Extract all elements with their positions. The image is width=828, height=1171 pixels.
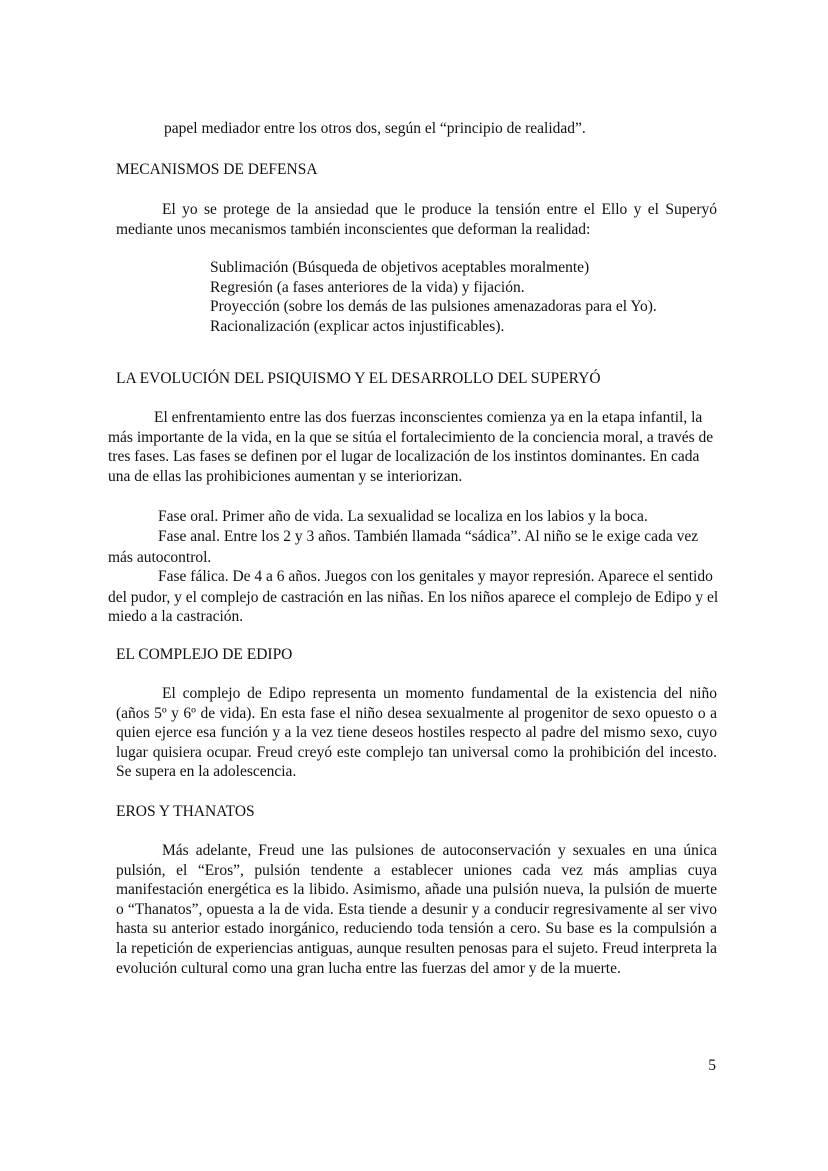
list-item: Racionalización (explicar actos injustificables).	[210, 317, 505, 335]
phase-anal: Fase anal. Entre los 2 y 3 años. También llamada “sádica”. Al niño se le exige cada vez más autocontrol.	[108, 528, 699, 566]
paragraph-eros: Más adelante, Freud une las pulsiones de autoconservación y sexuales en una única pulsión, el “Eros”, pulsión tendente a establecer uniones cada vez más amplias cuya manifestación energética es la libido. Asimismo, añade una pulsión nueva, la pulsión de muerte o “Thanatos”, opuesta a la de vida. Esta tiende a desunir y a conducir regresivamente al ser vivo hasta su anterior estado inorgánico, reduciendo toda tensión a cero. Su base es la compulsión a la repetición de experiencias antiguas, aunque resulten penosas para el sujeto. Freud interpreta la evolución cultural como una gran lucha entre las fuerzas del amor y de la muerte.	[116, 842, 717, 977]
heading-complejo-edipo: EL COMPLEJO DE EDIPO	[116, 646, 293, 663]
list-item: Sublimación (Búsqueda de objetivos aceptables moralmente)	[210, 259, 590, 276]
phase-oral: Fase oral. Primer año de vida. La sexualidad se localiza en los labios y la boca.	[158, 508, 648, 525]
paragraph-defensa: El yo se protege de la ansiedad que le produce la tensión entre el Ello y el Superyó mediante unos mecanismos también inconscientes que deforman la realidad:	[116, 201, 717, 238]
heading-evolucion-psiquismo: LA EVOLUCIÓN DEL PSIQUISMO Y EL DESARROLLO DEL SUPERYÓ	[116, 370, 601, 387]
page-number: 5	[708, 1057, 716, 1074]
defense-mechanisms-list	[186, 258, 726, 336]
list-item: Regresión (a fases anteriores de la vida) y fijación.	[210, 278, 525, 296]
intro-line: papel mediador entre los otros dos, según el “principio de realidad”.	[164, 120, 586, 137]
paragraph-edipo: El complejo de Edipo representa un momento fundamental de la existencia del niño (años 5º y 6º de vida). En esta fase el niño desea sexualmente al progenitor de sexo opuesto o a quien ejerce esa función y a la vez tiene deseos hostiles respecto al padre del mismo sexo, cuyo lugar quisiera ocupar. Freud creyó este complejo tan universal como la prohibición del incesto. Se supera en la adolescencia.	[116, 685, 717, 781]
heading-eros-thanatos: EROS Y THANATOS	[116, 803, 255, 820]
paragraph-evolucion: El enfrentamiento entre las dos fuerzas inconscientes comienza ya en la etapa infantil, la más importante de la vida, en la que se sitúa el fortalecimiento de la conciencia moral, a través de tres fases. Las fases se definen por el lugar de localización de los instintos dominantes. En cada una de ellas las prohibiciones aumentan y se interiorizan.	[108, 409, 714, 485]
list-item: Proyección (sobre los demás de las pulsiones amenazadoras para el Yo).	[210, 298, 657, 316]
phase-falica: Fase fálica. De 4 a 6 años. Juegos con los genitales y mayor represión. Aparece el sentido del pudor, y el complejo de castración en las niñas. En los niños aparece el complejo de Edipo y el miedo a la castración.	[108, 568, 719, 626]
heading-mecanismos-defensa: MECANISMOS DE DEFENSA	[116, 161, 318, 178]
